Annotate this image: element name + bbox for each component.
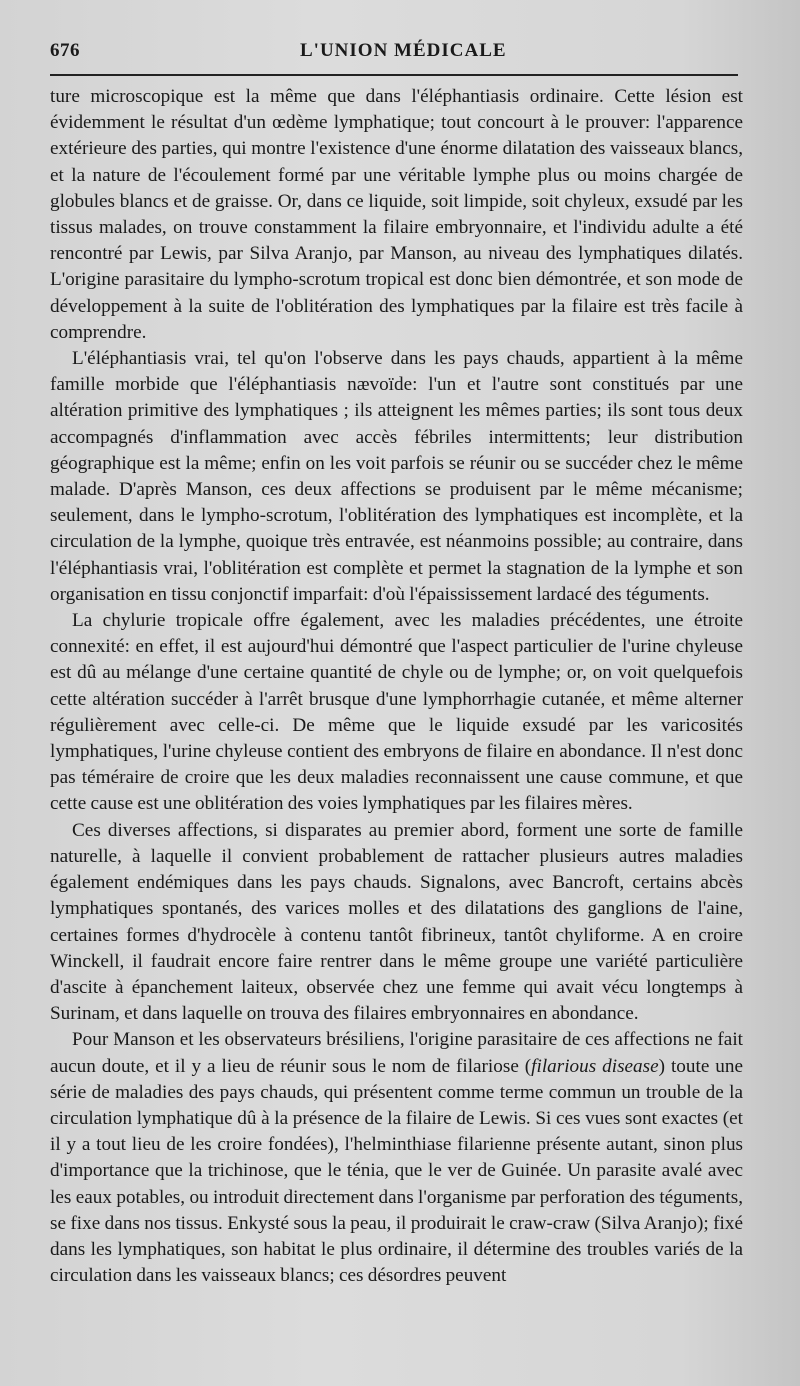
- running-head: [50, 38, 740, 68]
- journal-title: L'UNION MÉDICALE: [300, 40, 507, 61]
- paragraph-1: ture microscopique est la même que dans l'éléphantiasis ordinaire. Cette lésion est évidemment le résultat d'un œdème lymphatique; tout concourt à le prouver: l'apparence extérieure des parties, qui montre l'existence d'une énorme dilatation des vaisseaux blancs, et la nature de l'écoulement formé par une véritable lymphe plus ou moins chargée de globules blancs et de graisse. Or, dans ce liquide, soit limpide, soit chyleux, exsudé par les tissus malades, on trouve constamment la filaire embryonnaire, et l'individu adulte a été rencontré par Lewis, par Silva Aranjo, par Manson, au niveau des lymphatiques dilatés. L'origine parasitaire du lympho-scrotum tropical est donc bien démontrée, et son mode de développement à la suite de l'oblitération des lymphatiques par la filaire est très facile à comprendre.: [50, 86, 743, 343]
- paragraph-5-text-a: Pour Manson et les observateurs brésiliens, l'origine parasitaire de ces affections ne fait aucun doute, et il y a lieu de réunir sous le nom de filariose (: [50, 1029, 743, 1077]
- paragraph-5-italic-term: filarious disease: [531, 1055, 659, 1077]
- paragraph-2: L'éléphantiasis vrai, tel qu'on l'observe dans les pays chauds, appartient à la même famille morbide que l'éléphantiasis nævoïde: l'un et l'autre sont constitués par une altération primitive des lymphatiques ; ils atteignent les mêmes parties; ils sont tous deux accompagnés d'inflammation avec accès fébriles intermittents; leur distribution géographique est la même; enfin on les voit parfois se réunir ou se succéder chez le même malade. D'après Manson, ces deux affections se produisent par le même mécanisme; seulement, dans le lympho-scrotum, l'oblitération des lymphatiques est incomplète, et la circulation de la lymphe, quoique très entravée, est néanmoins possible; au contraire, dans l'éléphantiasis vrai, l'oblitération est complète et permet la stagnation de la lymphe et son organisation en tissu conjonctif imparfait: d'où l'épaississement lardacé des téguments.: [50, 348, 743, 605]
- paragraph-4: Ces diverses affections, si disparates au premier abord, forment une sorte de famille naturelle, à laquelle il convient probablement de rattacher plusieurs autres maladies également endémiques dans les pays chauds. Signalons, avec Bancroft, certains abcès lymphatiques spontanés, des varices molles et des dilatations des ganglions de l'aine, certaines formes d'hydrocèle à contenu tantôt fibrineux, tantôt chyliforme. A en croire Winckell, il faudrait encore faire rentrer dans le même groupe une variété particulière d'ascite à épanchement laiteux, observée chez une femme qui avait vécu longtemps à Surinam, et dans laquelle on trouva des filaires embryonnaires en abondance.: [50, 819, 743, 1025]
- article-body: [50, 84, 743, 1289]
- page-number: 676: [50, 40, 80, 61]
- paragraph-3: La chylurie tropicale offre également, avec les maladies précédentes, une étroite connexité: en effet, il est aujourd'hui démontré que l'aspect particulier de l'urine chyleuse est dû au mélange d'une certaine quantité de chyle ou de lymphe; or, on voit quelquefois cette altération succéder à l'arrêt brusque d'une lymphorrhagie cutanée, et même alterner régulièrement avec celle-ci. De même que le liquide exsudé par les varicosités lymphatiques, l'urine chyleuse contient des embryons de filaire en abondance. Il n'est donc pas téméraire de croire que les deux maladies reconnaissent une cause commune, et que cette cause est une oblitération des voies lymphatiques par les filaires mères.: [50, 610, 743, 815]
- paragraph-5-text-b: ) toute une série de maladies des pays chauds, qui présentent comme terme commun un trouble de la circulation lymphatique dû à la présence de la filaire de Lewis. Si ces vues sont exactes (et il y a tout lieu de les croire fondées), l'helminthiase filarienne présente autant, sinon plus d'importance que la trichinose, que le ténia, que le ver de Guinée. Un parasite avalé avec les eaux potables, ou introduit directement dans l'organisme par perforation des téguments, se fixe dans nos tissus. Enkysté sous la peau, il produirait le craw-craw (Silva Aranjo); fixé dans les lymphatiques, son habitat le plus ordinaire, il détermine des troubles variés de la circulation dans les vaisseaux blancs; ces désordres peuvent: [50, 1055, 743, 1287]
- header-rule: [50, 74, 738, 76]
- paragraph-5: [50, 1027, 743, 1289]
